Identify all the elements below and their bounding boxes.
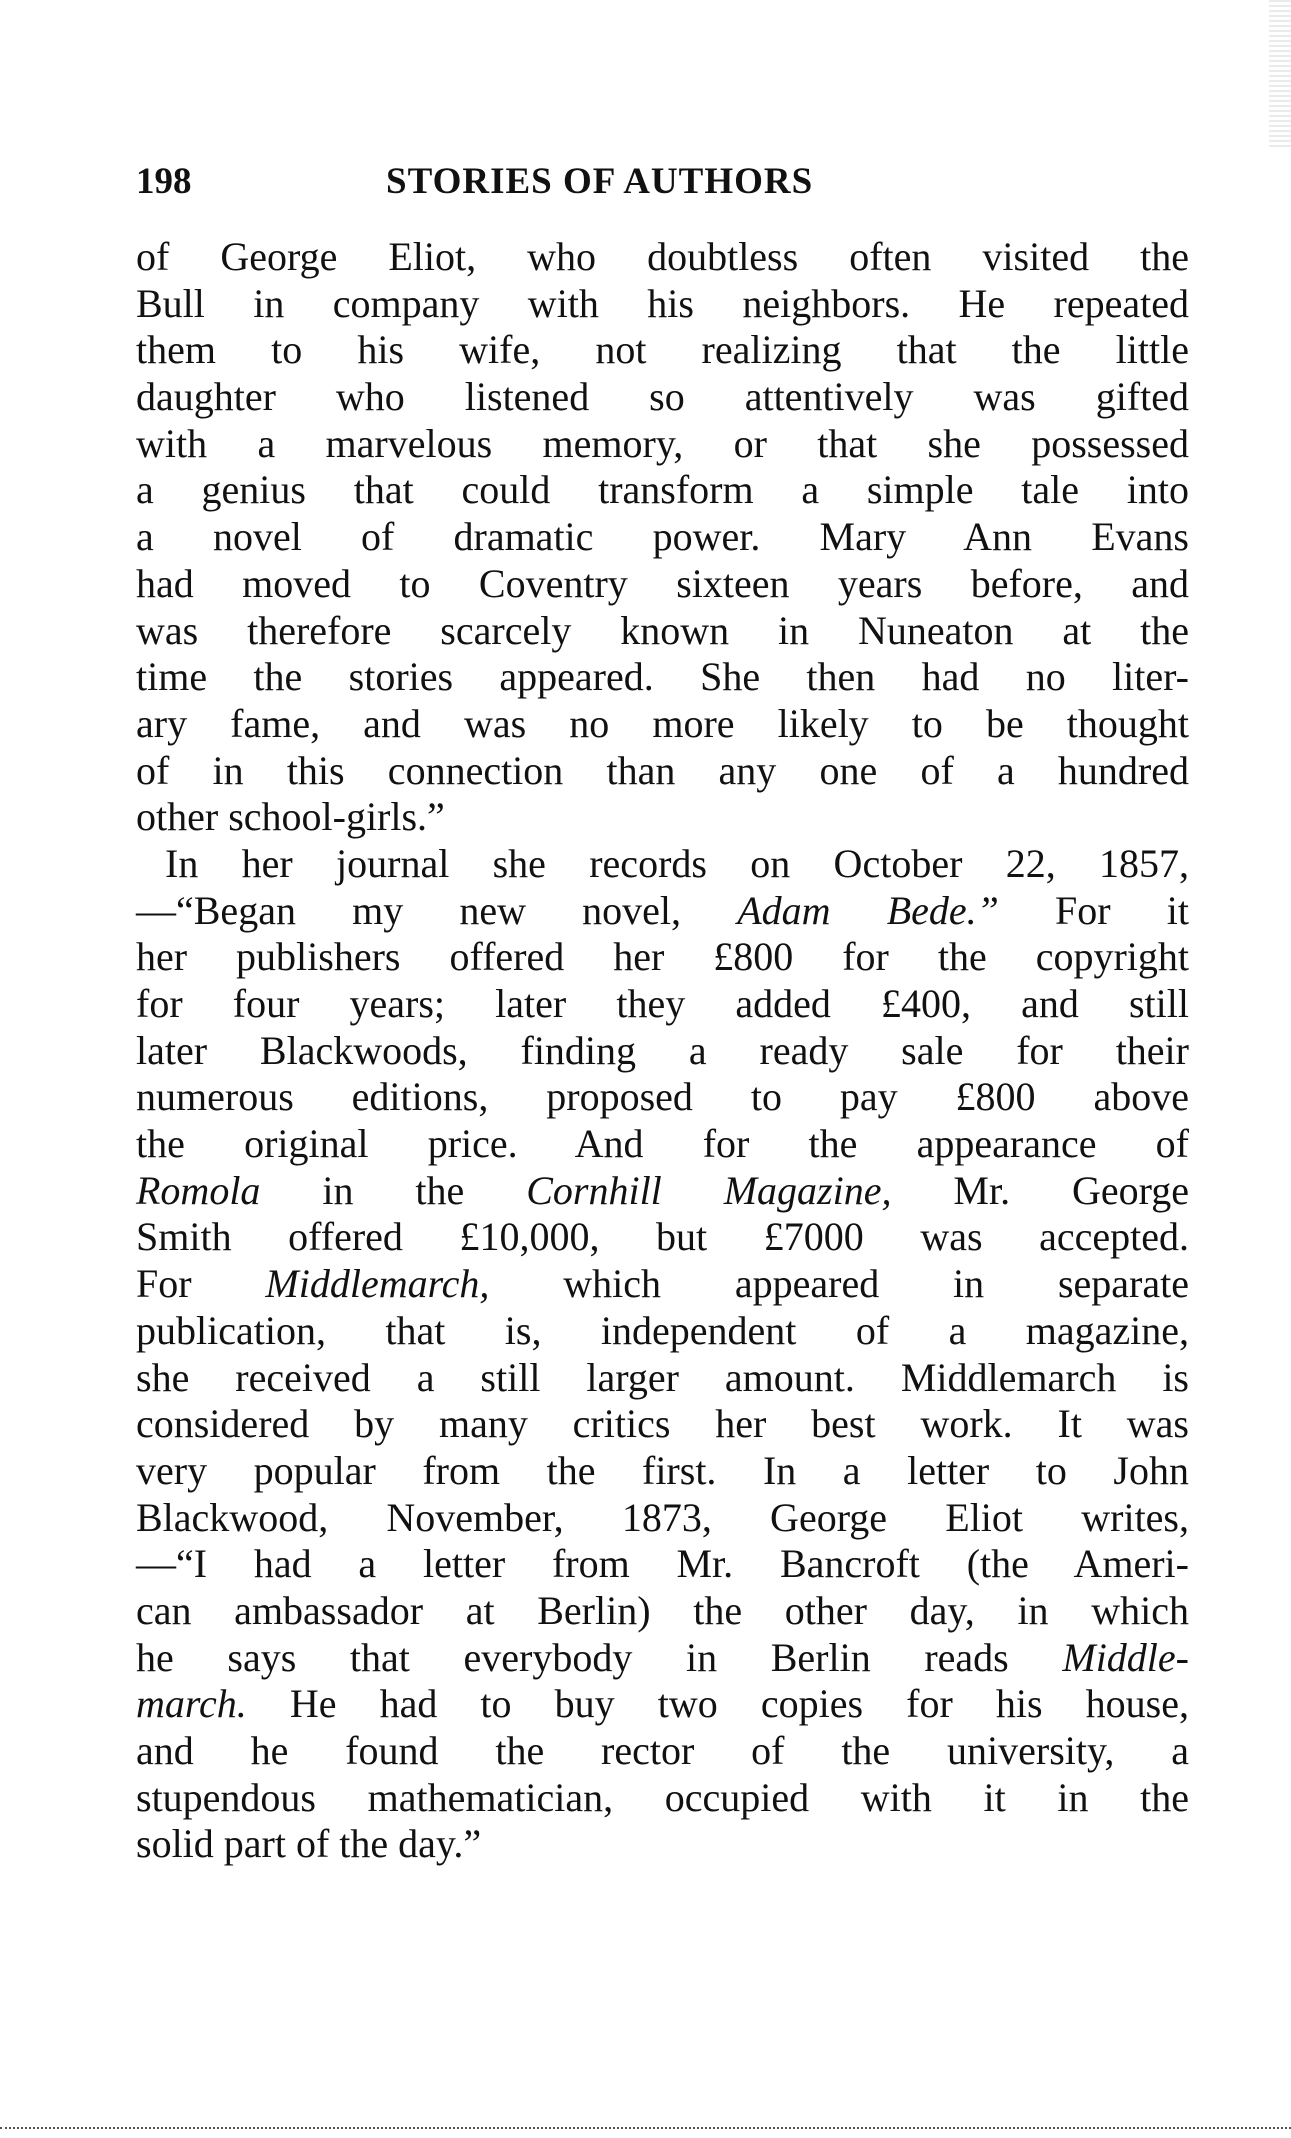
text-segment: with a marvelous memory, or that she possessed	[136, 420, 1189, 466]
text-line	[136, 748, 1189, 795]
text-segment: In her journal she records on October 22, 1857,	[165, 840, 1189, 886]
text-line	[136, 794, 1189, 841]
text-segment: her publishers offered her £800 for the copyright	[136, 934, 1189, 980]
text-line	[136, 1121, 1189, 1168]
text-segment: and he found the rector of the university, a	[136, 1728, 1189, 1773]
text-line	[136, 841, 1189, 888]
text-line	[136, 421, 1189, 468]
text-line	[136, 374, 1189, 421]
text-segment: Blackwood, November, 1873, George Eliot writes,	[136, 1494, 1189, 1540]
text-segment: He had to buy two copies for his house,	[246, 1681, 1189, 1727]
text-segment: stupendous mathematician, occupied with it in the	[136, 1774, 1189, 1820]
text-segment: had moved to Coventry sixteen years before, and	[136, 560, 1189, 606]
text-segment: Mr. George	[891, 1167, 1190, 1213]
bottom-rule	[0, 2127, 1291, 2129]
italic-text: Middle-	[1062, 1634, 1189, 1680]
text-line	[136, 1681, 1189, 1728]
text-line	[136, 561, 1189, 608]
text-line	[136, 1821, 1189, 1868]
text-line	[136, 234, 1189, 281]
text-segment: can ambassador at Berlin) the other day, in which	[136, 1587, 1189, 1633]
text-segment: —“Began my new novel,	[136, 887, 738, 933]
text-segment: ary fame, and was no more likely to be thought	[136, 700, 1189, 746]
text-line	[136, 934, 1189, 981]
text-line	[136, 701, 1189, 748]
text-line	[136, 1775, 1189, 1822]
text-line	[136, 1028, 1189, 1075]
text-segment: daughter who listened so attentively was gifted	[136, 374, 1189, 420]
text-line	[136, 1214, 1189, 1261]
text-segment: Smith offered £10,000, but £7000 was accepted.	[136, 1214, 1189, 1260]
text-segment: the original price. And for the appearance of	[136, 1121, 1189, 1167]
text-line	[136, 281, 1189, 328]
text-segment: which appeared in separate	[489, 1261, 1189, 1307]
italic-text: Adam Bede.”	[737, 887, 999, 933]
italic-text: Middlemarch,	[265, 1261, 490, 1307]
scan-edge-noise	[1269, 0, 1291, 150]
text-line	[136, 1541, 1189, 1588]
text-segment: he says that everybody in Berlin reads	[136, 1634, 1063, 1680]
text-segment: was therefore scarcely known in Nuneaton at the	[136, 607, 1189, 653]
text-line	[136, 1495, 1189, 1542]
text-line	[136, 608, 1189, 655]
text-line	[136, 514, 1189, 561]
text-segment: considered by many critics her best work. It was	[136, 1401, 1189, 1447]
text-segment: numerous editions, proposed to pay £800 above	[136, 1074, 1189, 1120]
text-segment: of in this connection than any one of a hundred	[136, 747, 1189, 793]
text-segment: a genius that could transform a simple tale into	[136, 467, 1189, 513]
text-segment: for four years; later they added £400, and still	[136, 981, 1189, 1026]
text-line	[136, 1074, 1189, 1121]
text-line	[136, 1355, 1189, 1402]
page-number: 198	[136, 161, 192, 202]
text-line	[136, 467, 1189, 514]
text-segment: of George Eliot, who doubtless often visited the	[136, 234, 1189, 279]
text-segment: publication, that is, independent of a magazine,	[136, 1307, 1189, 1353]
italic-text: march.	[136, 1681, 247, 1727]
text-segment: she received a still larger amount. Middlemarch is	[136, 1354, 1189, 1400]
text-segment: For	[136, 1261, 266, 1307]
italic-text: Cornhill Magazine,	[526, 1167, 892, 1213]
text-segment: —“I had a letter from Mr. Bancroft (the Ameri-	[136, 1541, 1189, 1587]
text-segment: them to his wife, not realizing that the little	[136, 327, 1189, 373]
text-line	[136, 1635, 1189, 1682]
text-segment: time the stories appeared. She then had no liter-	[136, 654, 1189, 700]
text-segment: For it	[998, 887, 1190, 933]
italic-text: Romola	[136, 1167, 261, 1213]
text-line	[136, 654, 1189, 701]
text-segment: in the	[260, 1167, 527, 1213]
text-line	[136, 327, 1189, 374]
body-text	[136, 234, 1189, 1868]
text-line	[136, 1308, 1189, 1355]
text-segment: later Blackwoods, finding a ready sale for their	[136, 1027, 1189, 1073]
text-line	[136, 1448, 1189, 1495]
text-line	[136, 981, 1189, 1028]
text-line	[136, 1728, 1189, 1775]
text-line	[136, 1588, 1189, 1635]
text-line	[136, 1261, 1189, 1308]
text-segment: Bull in company with his neighbors. He repeated	[136, 280, 1189, 326]
text-segment: very popular from the first. In a letter to John	[136, 1447, 1189, 1493]
text-segment: solid part of the day.”	[136, 1821, 482, 1867]
text-line	[136, 1401, 1189, 1448]
running-title: STORIES OF AUTHORS	[386, 161, 814, 202]
text-line	[136, 1168, 1189, 1215]
text-segment: other school-girls.”	[136, 794, 445, 840]
text-segment: a novel of dramatic power. Mary Ann Evans	[136, 514, 1189, 560]
text-line	[136, 888, 1189, 935]
running-header	[136, 160, 1189, 210]
